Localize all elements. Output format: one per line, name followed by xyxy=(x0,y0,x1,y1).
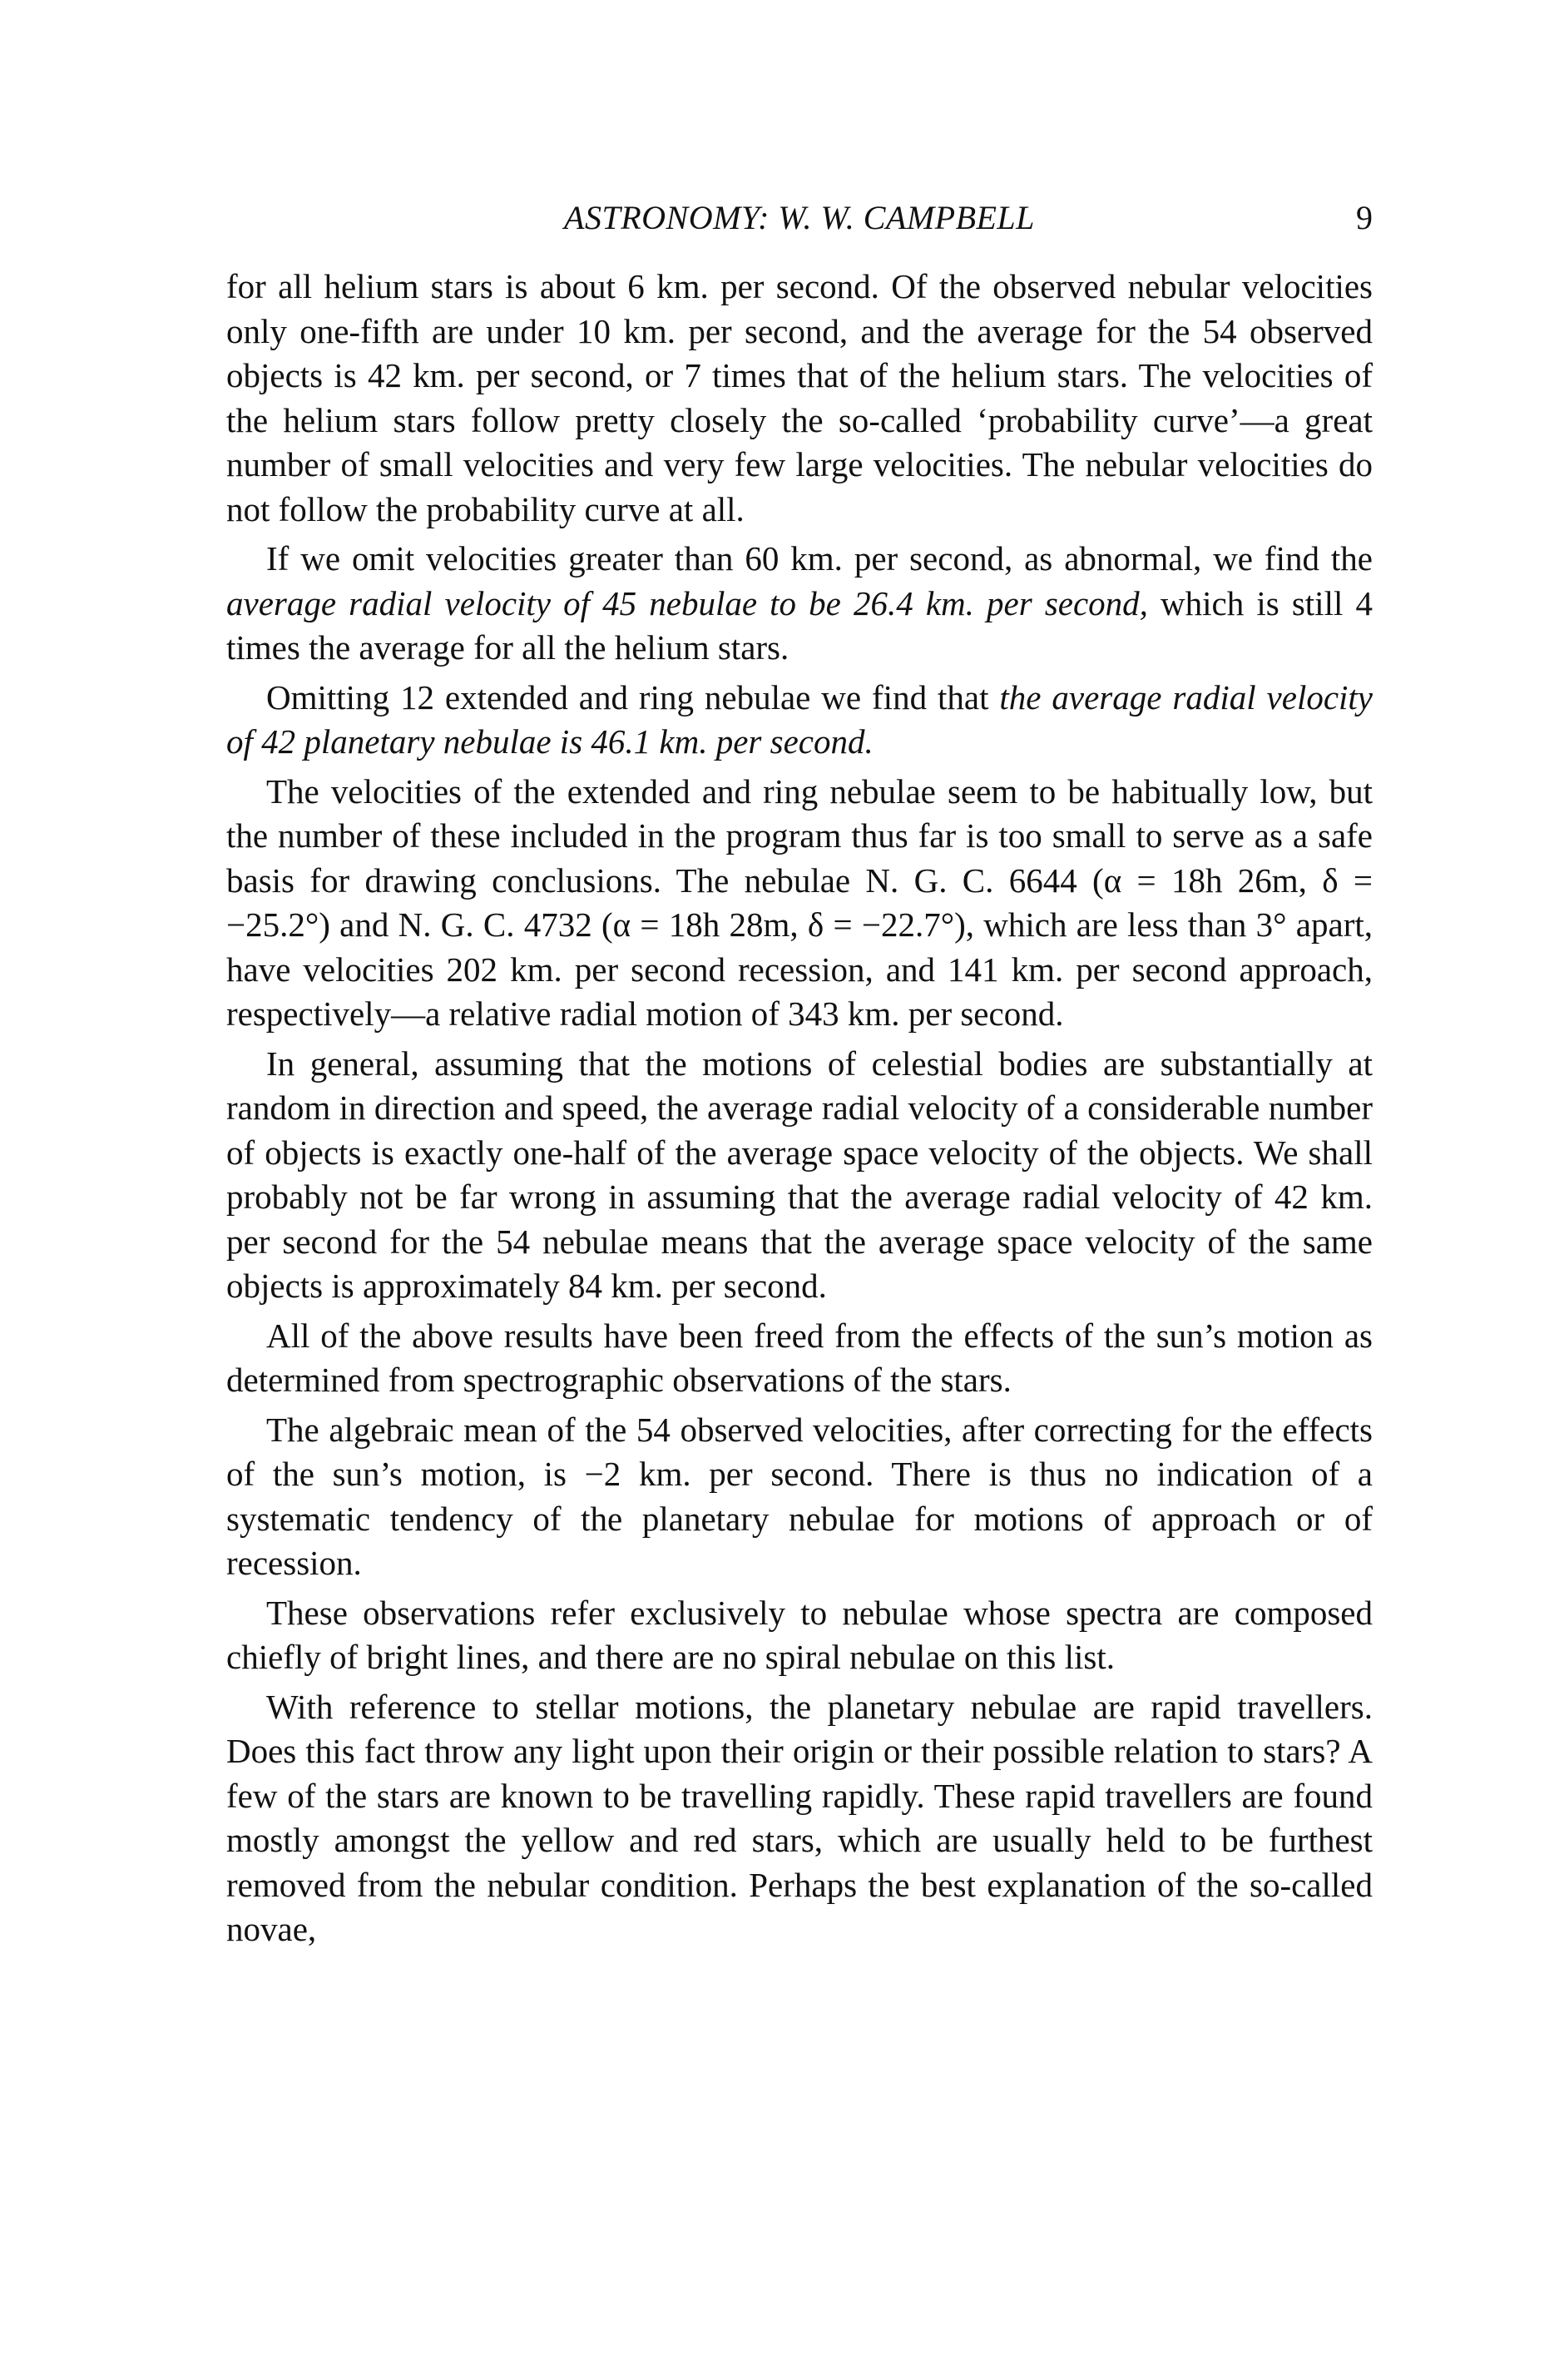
paragraph-3-emphasis: the average radial velocity of 42 planetary nebulae is 46.1 km. per second. xyxy=(226,677,1373,761)
paragraph-4-text: The velocities of the extended and ring nebulae seem to be habitually low, but the number of these included in the program thus far is too small to serve as a safe basis for drawing conclusions. The nebulae N. G. C. 6644 (α = 18h 26m, δ = −25.2°) and N. G. C. 4732 (α = 18h 28m, δ = −22.7°), which are less than 3° apart, have velocities 202 km. per second recession, and 141 km. per second approach, respectively—a relative radial motion of 343 km. per second. xyxy=(226,771,1373,1033)
paragraph-7 xyxy=(226,1408,1373,1586)
paragraph-2-text-c: which is still 4 times the average for all the helium stars. xyxy=(226,583,1373,667)
paragraph-7-text: The algebraic mean of the 54 observed velocities, after correcting for the effects of the sun’s motion, is −2 km. per second. There is thus no indication of a systematic tendency of the planetary nebulae for motions of approach or of recession. xyxy=(226,1410,1373,1582)
paragraph-2 xyxy=(226,537,1373,671)
paragraph-6-text: All of the above results have been freed from the effects of the sun’s motion as determined from spectrographic observations of the stars. xyxy=(226,1316,1373,1399)
page-number: 9 xyxy=(1356,199,1373,236)
running-head: ASTRONOMY: W. W. CAMPBELL xyxy=(564,199,1035,236)
paragraph-8-text: These observations refer exclusively to nebulae whose spectra are composed chiefly of bright lines, and there are no spiral nebulae on this list. xyxy=(226,1593,1373,1676)
paragraph-3-text-a: Omitting 12 extended and ring nebulae we find that xyxy=(266,677,1000,716)
paragraph-1-text: for all helium stars is about 6 km. per second. Of the observed nebular velocities only one-fifth are under 10 km. per second, and the average for the 54 observed objects is 42 km. per second, or 7 times that of the helium stars. The velocities of the helium stars follow pretty closely the so-called ‘probability curve’—a great number of small velocities and very few large velocities. The nebular velocities do not follow the probability curve at all. xyxy=(226,267,1373,528)
paragraph-9 xyxy=(226,1685,1373,1952)
paragraph-2-text-a: If we omit velocities greater than 60 km. per second, as abnormal, we find the xyxy=(266,539,1373,578)
paragraph-1 xyxy=(226,265,1373,532)
paragraph-4 xyxy=(226,770,1373,1037)
paragraph-8 xyxy=(226,1591,1373,1680)
paragraph-9-text: With reference to stellar motions, the planetary nebulae are rapid travellers. Does this fact throw any light upon their origin or their possible relation to stars? A few of the stars are known to be travelling rapidly. These rapid travellers are found mostly amongst the yellow and red stars, which are usually held to be furthest removed from the nebular condition. Perhaps the best explanation of the so-called novae, xyxy=(226,1687,1373,1948)
body-text xyxy=(226,265,1373,1957)
paragraph-6 xyxy=(226,1314,1373,1403)
paragraph-5-text: In general, assuming that the motions of celestial bodies are substantially at random in direction and speed, the average radial velocity of a considerable number of objects is exactly one-half of the average space velocity of the objects. We shall probably not be far wrong in assuming that the average radial velocity of 42 km. per second for the 54 nebulae means that the average space velocity of the same objects is approximately 84 km. per second. xyxy=(226,1044,1373,1305)
paragraph-5 xyxy=(226,1042,1373,1309)
page-header xyxy=(226,193,1373,243)
paragraph-2-emphasis: average radial velocity of 45 nebulae to be 26.4 km. per second, xyxy=(226,583,1148,622)
paragraph-3 xyxy=(226,676,1373,765)
